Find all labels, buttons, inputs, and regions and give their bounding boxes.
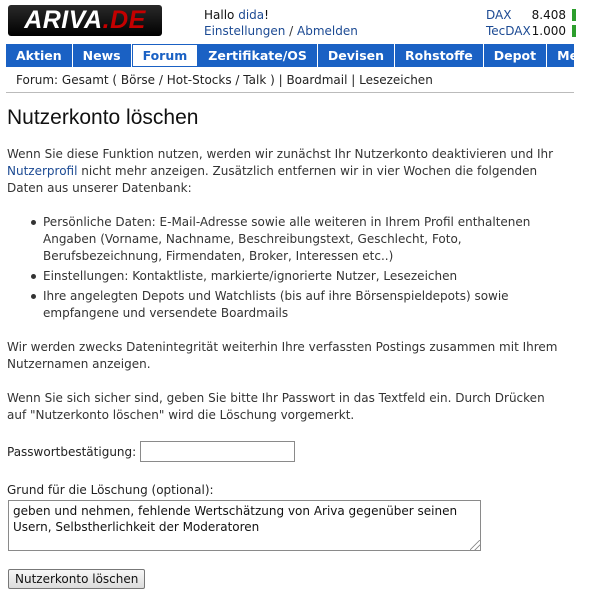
breadcrumb: Forum: Gesamt ( Börse / Hot-Stocks / Talk ) | Boardmail | Lesezeichen xyxy=(16,73,433,87)
password-field[interactable] xyxy=(140,441,295,462)
logout-link[interactable]: Abmelden xyxy=(297,24,358,38)
breadcrumb-boerse[interactable]: Börse xyxy=(120,73,156,87)
user-greeting: Hallo dida! Einstellungen / Abmelden xyxy=(204,8,358,38)
deleted-data-list xyxy=(43,214,567,322)
breadcrumb-talk[interactable]: Talk xyxy=(243,73,267,87)
page-title: Nutzerkonto löschen xyxy=(7,106,199,129)
delete-account-button[interactable]: Nutzerkonto löschen xyxy=(8,569,145,589)
reason-textarea[interactable]: geben und nehmen, fehlende Wertschätzung von Ariva gegenüber seinen Usern, Selbstherlichkeit der Moderatoren xyxy=(8,500,481,551)
ticker-status-indicator xyxy=(572,25,576,37)
password-label: Passwortbestätigung: xyxy=(7,444,137,459)
bullet-icon xyxy=(31,274,36,279)
list-item: Ihre angelegten Depots und Watchlists (bis auf ihre Börsenspieldepots) sowie empfangene und versendete Boardmails xyxy=(43,288,567,322)
breadcrumb-hotstocks[interactable]: Hot-Stocks xyxy=(166,73,232,87)
confirm-paragraph: Wenn Sie sich sicher sind, geben Sie bitte Ihr Passwort in das Textfeld ein. Durch Drücken auf "Nutzerkonto löschen" wird die Löschung vorgemerkt. xyxy=(7,391,545,422)
page-content xyxy=(7,146,567,441)
breadcrumb-gesamt[interactable]: Gesamt xyxy=(61,73,109,87)
ariva-logo[interactable]: ARIVA.DE xyxy=(8,5,162,36)
bullet-icon xyxy=(31,220,36,225)
ticker-status-indicator xyxy=(572,9,576,21)
nav-item-aktien[interactable]: Aktien xyxy=(6,44,73,67)
header-divider xyxy=(6,92,574,93)
ticker-row-tecdax[interactable] xyxy=(486,23,566,39)
ticker-value: 1.000 xyxy=(531,24,566,38)
breadcrumb-lesezeichen[interactable]: Lesezeichen xyxy=(359,73,433,87)
greeting-suffix: ! xyxy=(264,8,269,22)
site-header xyxy=(0,0,574,42)
greeting-prefix: Hallo xyxy=(204,8,239,22)
nav-item-forum[interactable]: Forum xyxy=(132,44,199,67)
ticker-row-dax[interactable] xyxy=(486,7,566,23)
reason-label: Grund für die Löschung (optional): xyxy=(7,483,214,497)
index-ticker xyxy=(486,7,566,39)
list-item: Persönliche Daten: E-Mail-Adresse sowie alle weiteren in Ihrem Profil enthaltenen Angaben (Vorname, Nachname, Beschreibungstext, Geschlecht, Foto, Berufsbezeichnung, Firmendaten, Broker, Interessen etc..) xyxy=(43,214,567,265)
nav-item-zertifikate[interactable]: Zertifikate/OS xyxy=(198,44,318,67)
username-link[interactable]: dida xyxy=(238,8,265,22)
intro-paragraph: Wenn Sie diese Funktion nutzen, werden wir zunächst Ihr Nutzerkonto deaktivieren und Ihr Nutzerprofil nicht mehr anzeigen. Zusätzlich entfernen wir in vier Wochen die folgenden Daten aus unserer Datenbank: xyxy=(7,147,554,195)
nav-item-news[interactable]: News xyxy=(73,44,132,67)
list-item: Einstellungen: Kontaktliste, markierte/ignorierte Nutzer, Lesezeichen xyxy=(43,268,567,285)
password-row xyxy=(7,441,295,462)
ticker-name[interactable]: TecDAX xyxy=(486,24,531,38)
ticker-name[interactable]: DAX xyxy=(486,8,512,22)
breadcrumb-boardmail[interactable]: Boardmail xyxy=(286,73,348,87)
integrity-paragraph: Wir werden zwecks Datenintegrität weiterhin Ihre verfassten Postings zusammen mit Ihrem Nutzernamen anzeigen. xyxy=(7,340,558,371)
nav-item-mehr[interactable]: Mehr xyxy=(557,48,594,63)
nutzerprofil-link[interactable]: Nutzerprofil xyxy=(7,164,78,178)
settings-link[interactable]: Einstellungen xyxy=(204,24,286,38)
nav-item-depot[interactable]: Depot xyxy=(484,44,547,67)
main-nav xyxy=(6,44,594,67)
nav-item-devisen[interactable]: Devisen xyxy=(318,44,395,67)
nav-item-rohstoffe[interactable]: Rohstoffe xyxy=(395,44,484,67)
resize-handle-icon[interactable] xyxy=(470,540,480,550)
ticker-value: 8.408 xyxy=(531,8,566,22)
bullet-icon xyxy=(31,294,36,299)
